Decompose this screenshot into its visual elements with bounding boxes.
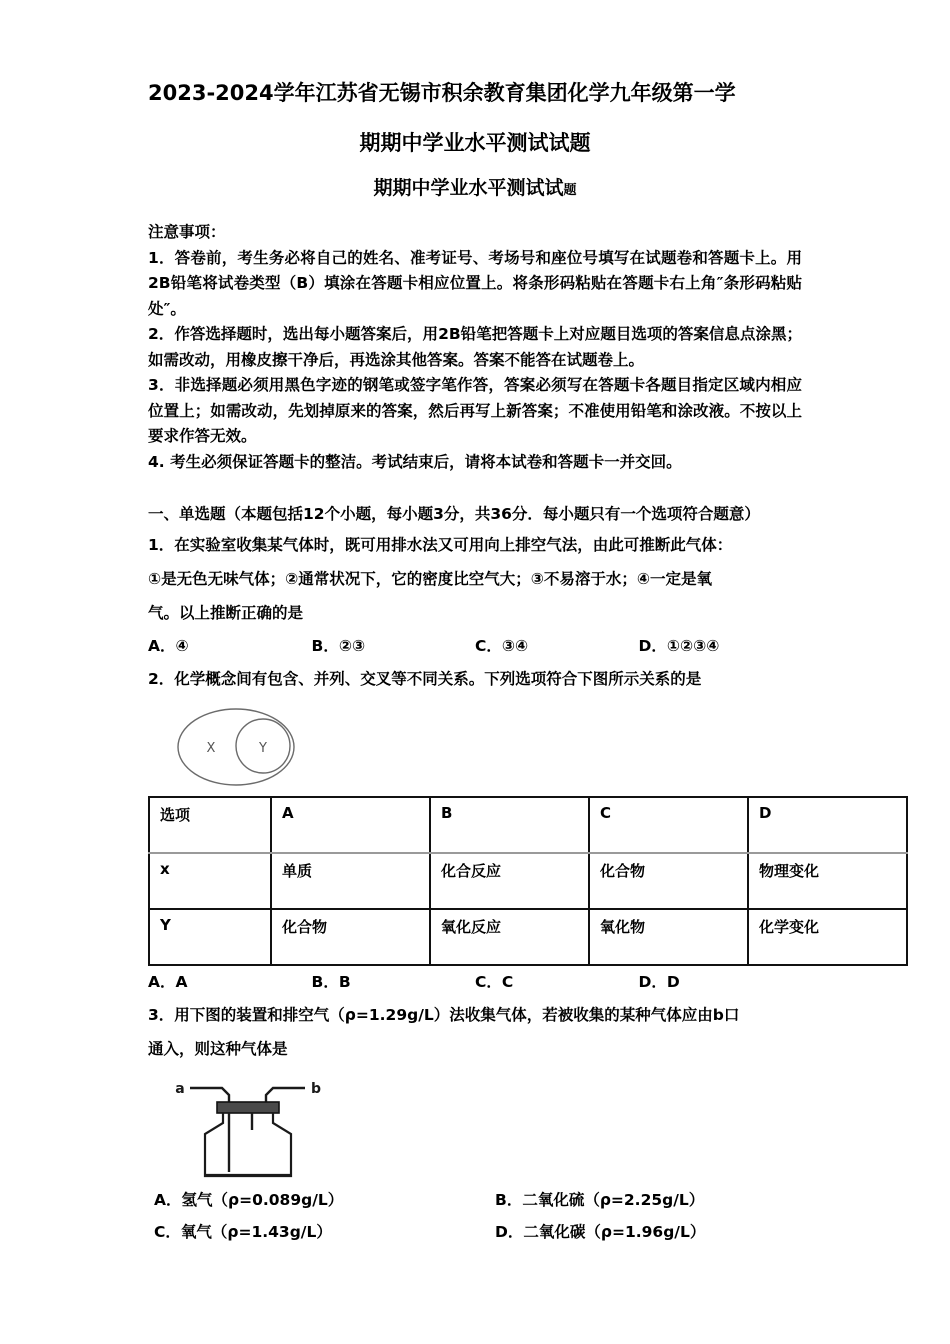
question-3-choice-b[interactable]: B．二氧化硫（ρ=2.25g/L） <box>495 1191 705 1209</box>
bottle-outline <box>205 1113 291 1176</box>
question-1-stem-line-1: 1．在实验室收集某气体时，既可用排水法又可用向上排空气法，由此可推断此气体： <box>148 536 733 554</box>
question-3-figure <box>148 1066 802 1184</box>
question-1-choice-b[interactable]: B．②③ <box>311 637 366 655</box>
question-1-choice-a[interactable]: A．④ <box>148 637 189 655</box>
table-header-cell-2: B <box>430 797 589 853</box>
question-3-choice-d[interactable]: D．二氧化碳（ρ=1.96g/L） <box>495 1223 706 1241</box>
question-3-choices-row-1 <box>148 1184 802 1216</box>
question-1-stem-line-2: ①是无色无味气体；②通常状况下，它的密度比空气大；③不易溶于水；④一定是氧 <box>148 570 712 588</box>
right-port-label: b <box>310 1081 322 1097</box>
question-3-choice-a[interactable]: A．氢气（ρ=0.089g/L） <box>154 1191 344 1209</box>
question-1 <box>148 528 802 630</box>
table-cell-r1-c3: 氧化物 <box>589 909 748 965</box>
question-3 <box>148 998 802 1066</box>
table-header-row <box>149 797 907 853</box>
table-header-cell-3: C <box>589 797 748 853</box>
venn-diagram-icon <box>173 702 323 792</box>
notice-item-4: 4. 考生必须保证答题卡的整洁。考试结束后，请将本试卷和答题卡一并交回。 <box>148 452 682 471</box>
question-1-choice-d[interactable]: D．①②③④ <box>638 637 720 655</box>
question-1-choice-c[interactable]: C．③④ <box>475 637 529 655</box>
question-1-stem-line-3: 气。以上推断正确的是 <box>148 604 304 622</box>
question-3-choices-row-2 <box>148 1216 802 1248</box>
table-row <box>149 853 907 909</box>
table-row <box>149 909 907 965</box>
table-cell-r1-c4: 化学变化 <box>748 909 907 965</box>
question-3-choice-c[interactable]: C．氧气（ρ=1.43g/L） <box>154 1223 332 1241</box>
table-header-cell-1: A <box>271 797 430 853</box>
table-cell-r0-c4: 物理变化 <box>748 853 907 909</box>
page-title-line-3 <box>148 175 802 204</box>
rubber-stopper <box>217 1102 279 1113</box>
question-3-stem-line-2: 通入，则这种气体是 <box>148 1040 288 1058</box>
document-title-block <box>148 0 802 204</box>
page-title-line-3-small: 题 <box>563 183 577 198</box>
gas-collection-bottle-icon <box>160 1068 360 1184</box>
question-2 <box>148 662 802 696</box>
table-cell-r0-c3: 化合物 <box>589 853 748 909</box>
question-2-choice-c[interactable]: C．C <box>475 973 514 991</box>
question-2-choice-a[interactable]: A．A <box>148 973 188 991</box>
notice-section <box>148 220 802 475</box>
page-title-line-2: 期期中学业水平测试试题 <box>359 131 591 155</box>
table-cell-r1-c1: 化合物 <box>271 909 430 965</box>
table-cell-r1-c0: Y <box>149 909 271 965</box>
question-1-choices <box>148 630 802 662</box>
left-port-label: a <box>175 1081 185 1097</box>
table-header-cell-0: 选项 <box>149 797 271 853</box>
table-cell-r0-c0: x <box>149 853 271 909</box>
page-title-line-3-main: 期期中学业水平测试试 <box>373 177 564 199</box>
table-cell-r0-c1: 单质 <box>271 853 430 909</box>
notice-item-3: 3．非选择题必须用黑色字迹的钢笔或签字笔作答，答案必须写在答题卡各题目指定区域内相应位置上；如需改动，先划掉原来的答案，然后再写上新答案；不准使用铅笔和涂改液。不按以上要求作答无效。 <box>148 376 802 445</box>
question-2-options-table <box>148 796 908 966</box>
venn-inner-label: Y <box>259 741 267 756</box>
venn-outer-label: X <box>206 741 216 756</box>
section-header-single-choice: 一、单选题（本题包括12个小题，每小题3分，共36分．每小题只有一个选项符合题意） <box>148 505 760 523</box>
table-cell-r0-c2: 化合反应 <box>430 853 589 909</box>
question-2-stem-line-1: 2．化学概念间有包含、并列、交叉等不同关系。下列选项符合下图所示关系的是 <box>148 670 702 688</box>
question-2-figure <box>148 696 802 792</box>
question-2-choices <box>148 966 802 998</box>
notice-item-1: 1．答卷前，考生务必将自己的姓名、准考证号、考场号和座位号填写在试题卷和答题卡上。用2B铅笔将试卷类型（B）填涂在答题卡相应位置上。将条形码粘贴在答题卡右上角″条形码粘贴处″。 <box>148 248 802 318</box>
question-2-choice-b[interactable]: B．B <box>311 973 351 991</box>
question-3-stem-line-1: 3．用下图的装置和排空气（ρ=1.29g/L）法收集气体，若被收集的某种气体应由b口 <box>148 1006 740 1024</box>
page-title-line-1: 2023-2024学年江苏省无锡市积余教育集团化学九年级第一学 <box>148 81 736 105</box>
notice-heading: 注意事项： <box>148 223 226 241</box>
table-header-cell-4: D <box>748 797 907 853</box>
notice-item-2: 2．作答选择题时，选出每小题答案后，用2B铅笔把答题卡上对应题目选项的答案信息点涂黑；如需改动，用橡皮擦干净后，再选涂其他答案。答案不能答在试题卷上。 <box>148 325 802 369</box>
table-cell-r1-c2: 氧化反应 <box>430 909 589 965</box>
question-2-choice-d[interactable]: D．D <box>638 973 680 991</box>
page-content <box>148 0 820 1248</box>
